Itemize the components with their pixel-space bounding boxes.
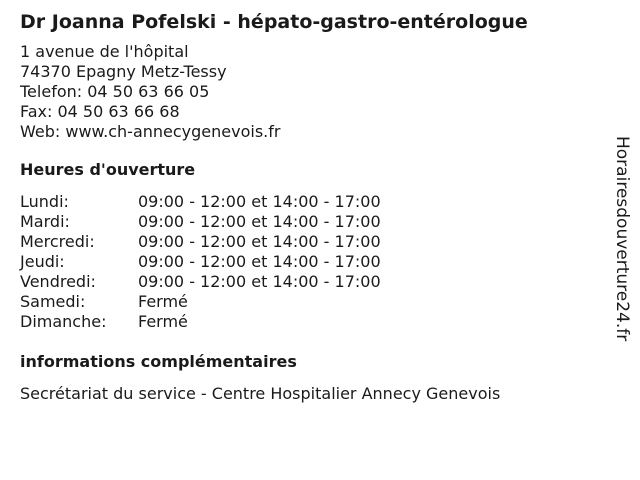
website-line: Web: www.ch-annecygenevois.fr <box>20 122 281 141</box>
hours-row-vendredi <box>20 272 600 292</box>
address-street: 1 avenue de l'hôpital <box>20 42 189 61</box>
hours-heading: Heures d'ouverture <box>20 160 196 179</box>
hours-row-dimanche <box>20 312 600 332</box>
hours-day: Dimanche: <box>20 312 107 331</box>
address-city: 74370 Epagny Metz-Tessy <box>20 62 227 81</box>
hours-row-mercredi <box>20 232 600 252</box>
hours-time: 09:00 - 12:00 et 14:00 - 17:00 <box>138 232 381 251</box>
hours-time: 09:00 - 12:00 et 14:00 - 17:00 <box>138 192 381 211</box>
hours-day: Mercredi: <box>20 232 95 251</box>
hours-day: Mardi: <box>20 212 70 231</box>
hours-day: Samedi: <box>20 292 86 311</box>
hours-row-jeudi <box>20 252 600 272</box>
address-block <box>20 42 600 142</box>
info-text: Secrétariat du service - Centre Hospitalier Annecy Genevois <box>20 384 501 403</box>
hours-day: Jeudi: <box>20 252 65 271</box>
site-watermark: Horairesdouverture24.fr <box>612 136 632 342</box>
hours-table <box>20 192 600 332</box>
info-heading: informations complémentaires <box>20 352 297 371</box>
hours-time: Fermé <box>138 292 188 311</box>
hours-time: 09:00 - 12:00 et 14:00 - 17:00 <box>138 252 381 271</box>
hours-time: 09:00 - 12:00 et 14:00 - 17:00 <box>138 272 381 291</box>
hours-day: Vendredi: <box>20 272 96 291</box>
hours-time: 09:00 - 12:00 et 14:00 - 17:00 <box>138 212 381 231</box>
hours-time: Fermé <box>138 312 188 331</box>
hours-row-mardi <box>20 212 600 232</box>
hours-day: Lundi: <box>20 192 69 211</box>
listing-content <box>20 10 600 404</box>
phone-number: Telefon: 04 50 63 66 05 <box>20 82 210 101</box>
fax-number: Fax: 04 50 63 66 68 <box>20 102 180 121</box>
page-title: Dr Joanna Pofelski - hépato-gastro-entérologue <box>20 11 528 33</box>
hours-row-samedi <box>20 292 600 312</box>
hours-row-lundi <box>20 192 600 212</box>
